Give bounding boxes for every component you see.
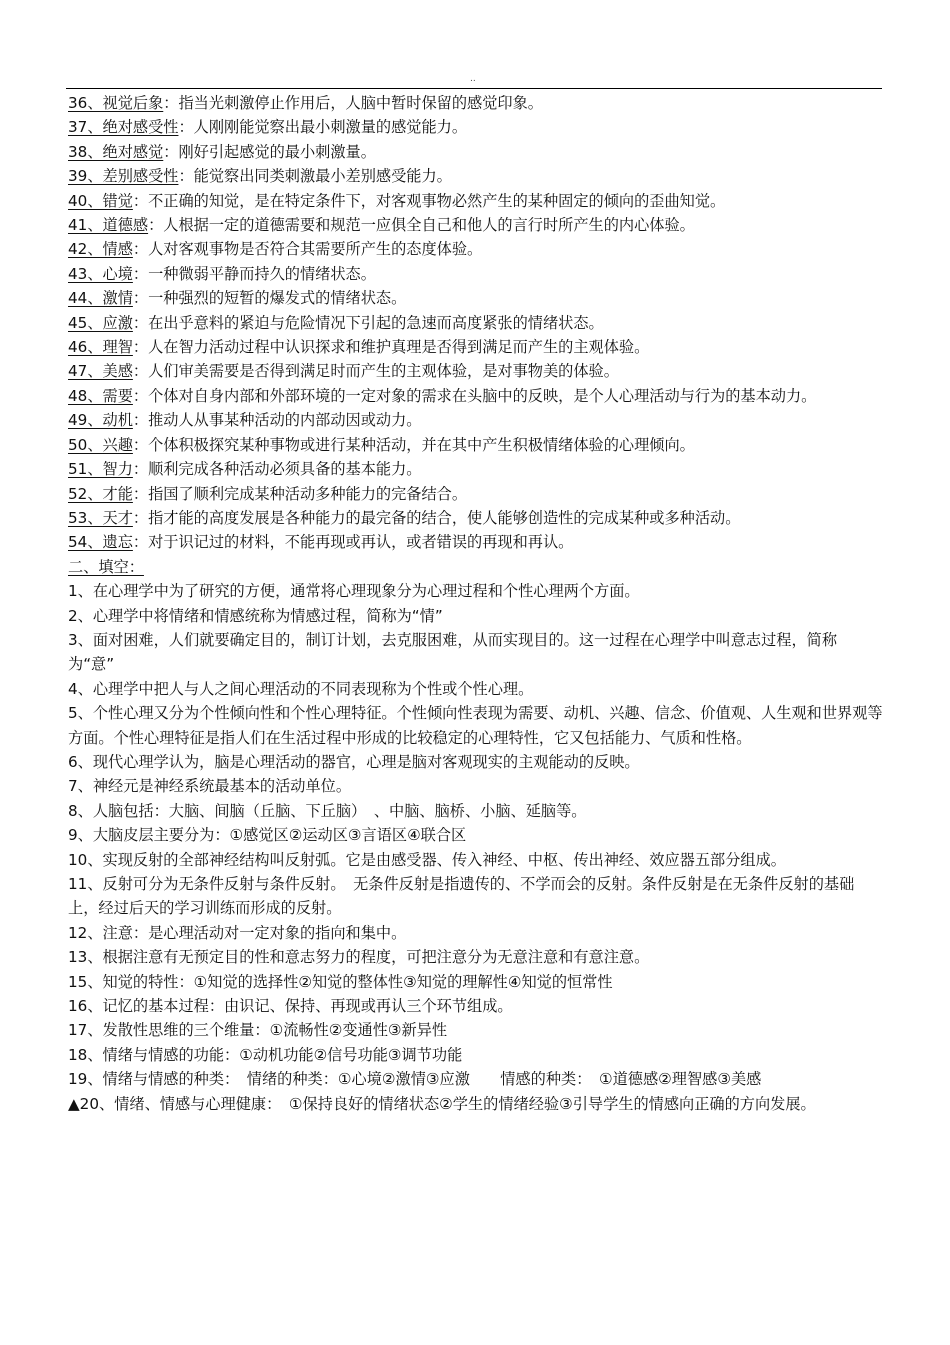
definition-item <box>68 457 883 481</box>
definition-text: 人刚刚能觉察出最小刺激量的感觉能力。 <box>193 118 468 137</box>
definition-text: 不正确的知觉，是在特定条件下，对客观事物必然产生的某种固定的倾向的歪曲知觉。 <box>148 191 726 210</box>
definition-term: 45、应激 <box>68 313 133 332</box>
fill-in-item: 8、人脑包括：大脑、间脑（丘脑、下丘脑） 、中脑、脑桥、小脑、延脑等。 <box>68 801 587 820</box>
definition-separator: ： <box>178 167 194 186</box>
definition-text: 人们审美需要是否得到满足时而产生的主观体验，是对事物美的体验。 <box>148 362 619 381</box>
definition-term: 42、情感 <box>68 240 133 259</box>
header-rule <box>66 88 882 89</box>
definition-item <box>68 140 883 164</box>
fill-in-item: 16、记忆的基本过程：由识记、保持、再现或再认三个环节组成。 <box>68 997 513 1016</box>
fill-in-item: 11、反射可分为无条件反射与条件反射。 无条件反射是指遗传的、不学而会的反射。条件反射是在无条件反射的基础上，经过后天的学习训练而形成的反射。 <box>68 875 855 918</box>
definition-item <box>68 408 883 432</box>
fill-in-item: 12、注意：是心理活动对一定对象的指向和集中。 <box>68 923 407 942</box>
definition-separator: ： <box>132 460 149 479</box>
definition-separator: ： <box>132 313 149 332</box>
definition-separator: ： <box>132 435 149 454</box>
definition-separator: ： <box>132 386 149 405</box>
definition-item <box>68 433 883 457</box>
definition-term: 37、绝对感受性 <box>68 118 179 137</box>
definition-term: 47、美感 <box>68 362 133 381</box>
section-title <box>68 555 883 579</box>
definition-item <box>68 237 883 261</box>
definition-term: 48、需要 <box>68 386 133 405</box>
definition-text: 指才能的高度发展是各种能力的最完备的结合，使人能够创造性的完成某种或多种活动。 <box>148 508 741 527</box>
fill-in-item: 10、实现反射的全部神经结构叫反射弧。它是由感受器、传入神经、中枢、传出神经、效应器五部分组成。 <box>68 850 786 869</box>
definition-item <box>68 91 883 115</box>
definition-item <box>68 359 883 383</box>
definition-item <box>68 482 883 506</box>
definition-term: 54、遗忘 <box>68 533 133 552</box>
fill-in-list <box>68 579 883 1116</box>
definition-separator: ： <box>132 411 149 430</box>
definition-term: 38、绝对感觉 <box>68 142 164 161</box>
definition-term: 53、天才 <box>68 508 133 527</box>
definition-text: 指当光刺激停止作用后，人脑中暂时保留的感觉印象。 <box>178 94 543 112</box>
definition-term: 40、错觉 <box>68 191 133 210</box>
definition-text: 刚好引起感觉的最小刺激量。 <box>178 142 376 161</box>
definition-text: 能觉察出同类刺激最小差别感受能力。 <box>193 167 452 186</box>
definition-item <box>68 335 883 359</box>
definition-text: 人在智力活动过程中认识探求和维护真理是否得到满足而产生的主观体验。 <box>148 338 650 357</box>
definition-text: 对于识记过的材料，不能再现或再认，或者错误的再现和再认。 <box>148 533 574 552</box>
definition-separator: ： <box>163 94 179 112</box>
definition-item <box>68 164 883 188</box>
definition-term: 44、激情 <box>68 289 133 308</box>
definition-item <box>68 286 883 310</box>
fill-in-item: 2、心理学中将情绪和情感统称为情感过程，简称为“情” <box>68 606 443 625</box>
definitions-list <box>68 91 883 555</box>
fill-in-item: 7、神经元是神经系统最基本的活动单位。 <box>68 777 352 796</box>
definition-term: 49、动机 <box>68 411 133 430</box>
document-body <box>68 91 883 1116</box>
definition-separator: ： <box>132 240 149 259</box>
definition-separator: ： <box>132 191 149 210</box>
fill-in-item: 19、情绪与情感的种类： 情绪的种类：①心境②激情③应激 情感的种类： ①道德感②理智感③美感 <box>68 1070 762 1089</box>
definition-separator: ： <box>132 338 149 357</box>
fill-in-item: 6、现代心理学认为，脑是心理活动的器官，心理是脑对客观现实的主观能动的反映。 <box>68 752 640 771</box>
definition-text: 人对客观事物是否符合其需要所产生的态度体验。 <box>148 240 483 259</box>
definition-text: 一种强烈的短暂的爆发式的情绪状态。 <box>148 289 407 308</box>
definition-text: 指国了顺利完成某种活动多种能力的完备结合。 <box>148 484 468 503</box>
fill-in-item: 3、面对困难，人们就要确定目的，制订计划，去克服困难，从而实现目的。这一过程在心理学中叫意志过程，简称为“意” <box>68 630 838 674</box>
definition-item <box>68 384 883 408</box>
definition-separator: ： <box>132 362 149 381</box>
definition-text: 一种微弱平静而持久的情绪状态。 <box>148 264 376 283</box>
section-title-text: 二、填空： <box>68 557 144 576</box>
definition-item <box>68 530 883 554</box>
header-mark: .. <box>470 74 476 84</box>
definition-term: 50、兴趣 <box>68 435 133 454</box>
definition-term: 41、道德感 <box>68 216 149 235</box>
fill-in-item: 18、情绪与情感的功能：①动机功能②信号功能③调节功能 <box>68 1045 463 1064</box>
fill-in-item: 17、发散性思维的三个维量：①流畅性②变通性③新异性 <box>68 1021 448 1040</box>
definition-separator: ： <box>132 289 149 308</box>
definition-text: 人根据一定的道德需要和规范一应俱全自己和他人的言行时所产生的内心体验。 <box>163 216 695 235</box>
fill-in-item: 1、在心理学中为了研究的方便，通常将心理现象分为心理过程和个性心理两个方面。 <box>68 582 640 601</box>
definition-term: 52、才能 <box>68 484 133 503</box>
definition-text: 个体积极探究某种事物或进行某种活动，并在其中产生积极情绪体验的心理倾向。 <box>148 435 695 454</box>
definition-separator: ： <box>132 484 149 503</box>
fill-in-item: 5、个性心理又分为个性倾向性和个性心理特征。个性倾向性表现为需要、动机、兴趣、信念、价值观、人生观和世界观等方面。个性心理特征是指人们在生活过程中形成的比较稳定的心理特性，它又包括能力、气质和性格。 <box>68 704 883 747</box>
definition-item <box>68 189 883 213</box>
definition-separator: ： <box>163 142 179 161</box>
fill-in-item: 15、知觉的特性：①知觉的选择性②知觉的整体性③知觉的理解性④知觉的恒常性 <box>68 972 613 991</box>
definition-text: 顺利完成各种活动必须具备的基本能力。 <box>148 460 422 479</box>
definition-term: 43、心境 <box>68 264 133 283</box>
definition-separator: ： <box>132 533 149 552</box>
definition-term: 36、视觉后象 <box>68 94 164 112</box>
fill-in-item: 4、心理学中把人与人之间心理活动的不同表现称为个性或个性心理。 <box>68 679 534 698</box>
fill-in-item: 13、根据注意有无预定目的性和意志努力的程度，可把注意分为无意注意和有意注意。 <box>68 948 650 967</box>
fill-in-item: ▲20、情绪、情感与心理健康： ①保持良好的情绪状态②学生的情绪经验③引导学生的情感向正确的方向发展。 <box>68 1094 816 1113</box>
definition-text: 在出乎意料的紧迫与危险情况下引起的急速而高度紧张的情绪状态。 <box>148 313 604 332</box>
definition-separator: ： <box>132 508 149 527</box>
definition-term: 39、差别感受性 <box>68 167 179 186</box>
definition-term: 46、理智 <box>68 338 133 357</box>
definition-item <box>68 506 883 530</box>
definition-item <box>68 262 883 286</box>
definition-separator: ： <box>148 216 164 235</box>
definition-item <box>68 311 883 335</box>
definition-item <box>68 213 883 237</box>
definition-text: 个体对自身内部和外部环境的一定对象的需求在头脑中的反映，是个人心理活动与行为的基本动力。 <box>148 386 817 405</box>
definition-term: 51、智力 <box>68 460 133 479</box>
definition-text: 推动人从事某种活动的内部动因或动力。 <box>148 411 422 430</box>
fill-in-item: 9、大脑皮层主要分为：①感觉区②运动区③言语区④联合区 <box>68 826 467 845</box>
definition-separator: ： <box>132 264 149 283</box>
definition-item <box>68 115 883 139</box>
definition-separator: ： <box>178 118 194 137</box>
